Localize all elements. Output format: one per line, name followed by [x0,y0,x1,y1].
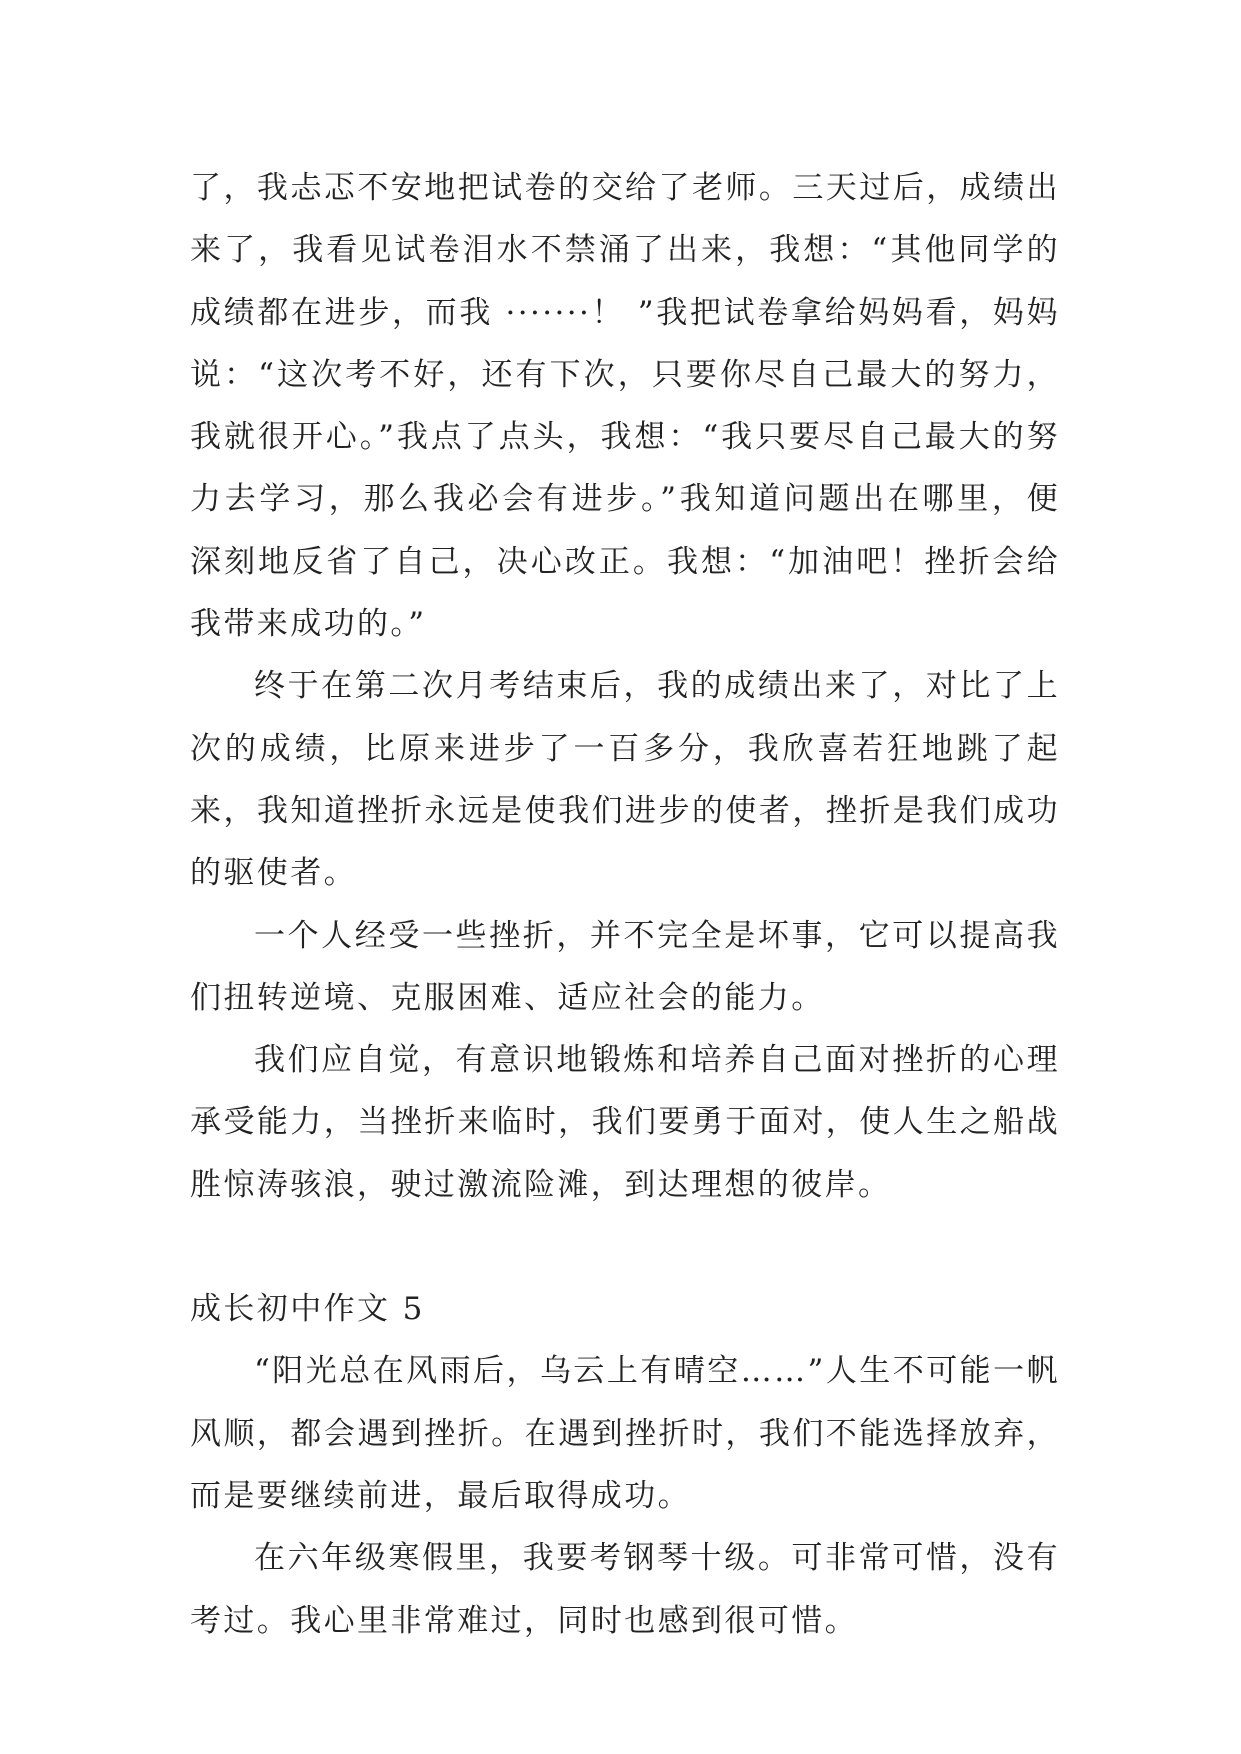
paragraph-continued: 了，我忐忑不安地把试卷的交给了老师。三天过后，成绩出来了，我看见试卷泪水不禁涌了出来，我想：“其他同学的成绩都在进步，而我 ·······！ ”我把试卷拿给妈妈看，妈妈说：“这次考不好，还有下次，只要你尽自己最大的努力，我就很开心。”我点了点头，我想：“我只要尽自己最大的努力去学习，那么我必会有进步。”我知道问题出在哪里，便深刻地反省了自己，决心改正。我想：“加油吧！挫折会给我带来成功的。” [190,170,1060,643]
document-body [190,157,1060,1652]
paragraph: 终于在第二次月考结束后，我的成绩出来了，对比了上次的成绩，比原来进步了一百多分，我欣喜若狂地跳了起来，我知道挫折永远是使我们进步的使者，挫折是我们成功的驱使者。 [190,668,1060,892]
section-title: 成长初中作文 5 [190,1291,425,1328]
paragraph: 在六年级寒假里，我要考钢琴十级。可非常可惜，没有考过。我心里非常难过，同时也感到很可惜。 [190,1540,1060,1639]
paragraph: “阳光总在风雨后，乌云上有晴空……”人生不可能一帆风顺，都会遇到挫折。在遇到挫折时，我们不能选择放弃，而是要继续前进，最后取得成功。 [190,1353,1060,1514]
paragraph: 我们应自觉，有意识地锻炼和培养自己面对挫折的心理承受能力，当挫折来临时，我们要勇于面对，使人生之船战胜惊涛骇浪，驶过激流险滩，到达理想的彼岸。 [190,1042,1060,1203]
paragraph: 一个人经受一些挫折，并不完全是坏事，它可以提高我们扭转逆境、克服困难、适应社会的能力。 [190,917,1060,1016]
